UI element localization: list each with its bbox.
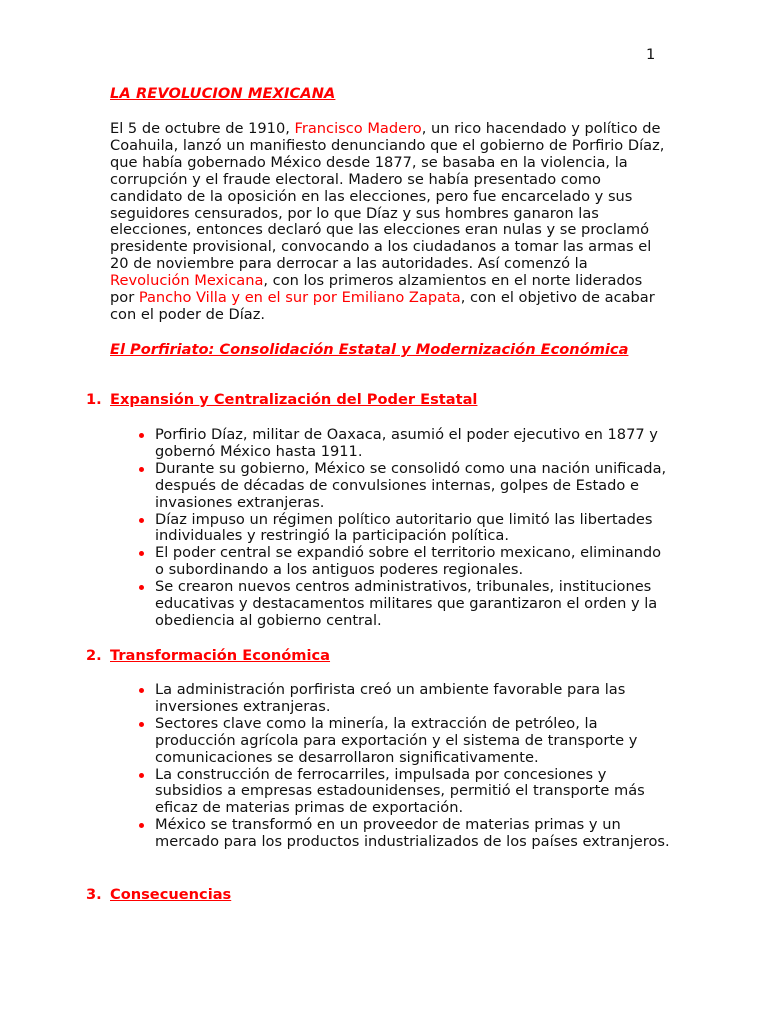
list-item-text: México se transformó en un proveedor de materias primas y un mercado para los productos industrializados de los países extranjeros. <box>155 816 670 851</box>
section-heading-1 <box>86 392 477 409</box>
list-item <box>133 716 673 767</box>
bullet-icon <box>139 585 144 590</box>
bullet-icon <box>139 518 144 523</box>
section-heading-2 <box>86 648 330 665</box>
list-item <box>133 767 673 818</box>
porfiriato-subtitle: El Porfiriato: Consolidación Estatal y Modernización Económica <box>110 341 629 358</box>
section-number: 1. <box>86 391 102 408</box>
leaders-link-text: Pancho Villa y en el sur por Emiliano Zapata <box>138 289 461 307</box>
section-heading-3 <box>86 887 231 904</box>
list-item <box>133 427 673 461</box>
intro-paragraph <box>110 121 670 324</box>
list-item-text: La administración porfirista creó un ambiente favorable para las inversiones extranjeras. <box>155 681 626 715</box>
intro-text-2: , un rico hacendado y político de Coahuila, lanzó un manifiesto denunciando que el gobierno de Porfirio Díaz, que había gobernado México desde 1877, se basaba en la violencia, la corrupción y el fraude electoral. Madero se había presentado como candidato de la oposición en las elecciones, pero fue encarcelado y sus seguidores censurados, por lo que Díaz y sus hombres ganaron las elecciones, entonces declaró que las elecciones eran nulas y se proclamó presidente provisional, convocando a los ciudadanos a tomar las armas el 20 de noviembre para derrocar a las autoridades. Así comenzó la <box>110 120 665 273</box>
list-item-text: Se crearon nuevos centros administrativos, tribunales, instituciones educativas y destacamentos militares que garantizaron el orden y la obediencia al gobierno central. <box>155 578 658 629</box>
section-number: 2. <box>86 647 102 664</box>
list-item-text: Porfirio Díaz, militar de Oaxaca, asumió el poder ejecutivo en 1877 y gobernó México hasta 1911. <box>155 426 658 460</box>
bullet-icon <box>139 773 144 778</box>
section-2-list <box>133 682 673 851</box>
list-item-text: La construcción de ferrocarriles, impulsada por concesiones y subsidios a empresas estadounidenses, permitió el transporte más eficaz de materias primas de exportación. <box>155 765 645 817</box>
list-item <box>133 461 673 512</box>
bullet-icon <box>139 722 144 727</box>
list-item <box>133 817 673 851</box>
section-1-list <box>133 427 673 630</box>
section-title: Consecuencias <box>110 886 232 903</box>
madero-link-text: Francisco Madero <box>294 120 422 137</box>
bullet-icon <box>139 551 144 556</box>
intro-text-1: El 5 de octubre de 1910, <box>110 120 295 137</box>
section-number: 3. <box>86 886 102 903</box>
list-item <box>133 512 673 546</box>
list-item-text: Díaz impuso un régimen político autoritario que limitó las libertades individuales y restringió la participación política. <box>155 510 653 545</box>
list-item-text: Durante su gobierno, México se consolidó como una nación unificada, después de décadas de convulsiones internas, golpes de Estado e invasiones extranjeras. <box>155 459 667 511</box>
revolucion-link-text: Revolución Mexicana <box>110 272 264 290</box>
intro-text-4: , con el objetivo de acabar con el poder de Díaz. <box>110 289 655 323</box>
section-title: Transformación Económica <box>110 647 331 664</box>
list-item-text: El poder central se expandió sobre el territorio mexicano, eliminando o subordinando a los antiguos poderes regionales. <box>155 544 662 579</box>
bullet-icon <box>139 823 144 828</box>
list-item <box>133 682 673 716</box>
list-item-text: Sectores clave como la minería, la extracción de petróleo, la producción agrícola para exportación y el sistema de transporte y comunicaciones se desarrollaron significativamente. <box>155 714 638 766</box>
bullet-icon <box>139 467 144 472</box>
bullet-icon <box>139 433 144 438</box>
section-title: Expansión y Centralización del Poder Estatal <box>110 391 478 408</box>
intro-text-3: , con los primeros alzamientos en el norte liderados por <box>110 272 643 307</box>
list-item <box>133 579 673 630</box>
bullet-icon <box>139 688 144 693</box>
list-item <box>133 545 673 579</box>
document-title: LA REVOLUCION MEXICANA <box>110 85 336 102</box>
page-number: 1 <box>646 46 656 63</box>
